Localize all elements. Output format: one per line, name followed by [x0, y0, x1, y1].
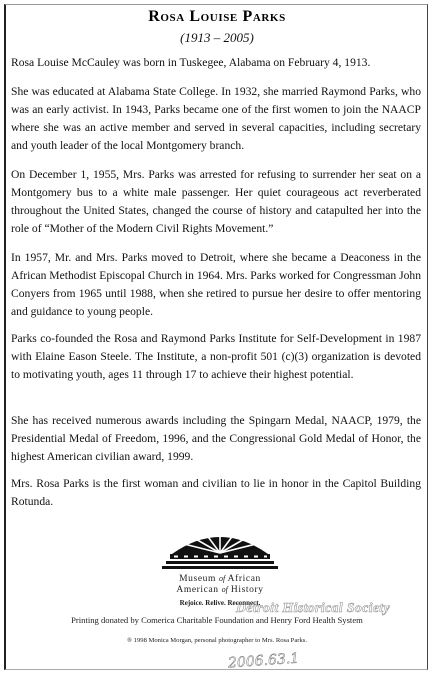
paragraph-birth: Rosa Louise McCauley was born in Tuskegee, Alabama on February 4, 1913.	[11, 56, 371, 69]
paragraph-education: She was educated at Alabama State College. In 1932, she married Raymond Parks, who was an early activist. In 1943, Parks became one of the first women to join the NAACP where she was an active member and served in several capacities, including secretary and youth leader of the local Montgomery branch.	[11, 85, 421, 152]
life-dates: (1913 – 2005)	[180, 30, 254, 45]
paragraph-awards: She has received numerous awards including the Spingarn Medal, NAACP, 1979, the Presidential Medal of Freedom, 1996, and the Congressional Gold Medal of Honor, the highest American civilian award, 1999.	[11, 414, 421, 463]
paragraph-honor: Mrs. Rosa Parks is the first woman and civilian to lie in honor in the Capitol Building Rotunda.	[11, 477, 421, 508]
museum-tagline: Rejoice. Relive. Reconnect.	[179, 599, 261, 607]
paragraph-detroit: In 1957, Mr. and Mrs. Parks moved to Detroit, where she became a Deaconess in the African Methodist Episcopal Church in 1964. Mrs. Parks worked for Congressman John Conyers from 1965 until 1988, when she retired to pursue her desire to offer mentoring and guidance to young people.	[11, 251, 421, 318]
document-title: Rosa Louise Parks	[148, 8, 286, 25]
paragraph-institute: Parks co-founded the Rosa and Raymond Parks Institute for Self-Development in 1987 with Elaine Eason Steele. The Institute, a non-profit 501 (c)(3) organization is devoted to motivating youth, ages 11 through 17 to achieve their highest potential.	[11, 332, 421, 381]
museum-name-line2: American of History	[176, 585, 264, 595]
museum-name-line1: Museum of African	[179, 574, 261, 584]
copyright-note: ® 1998 Monica Morgan, personal photographer to Mrs. Rosa Parks.	[127, 637, 307, 644]
accession-number: 2006.63.1	[227, 650, 300, 672]
paragraph-arrest: On December 1, 1955, Mrs. Parks was arrested for refusing to surrender her seat on a Montgomery bus to a white male passenger. Her quiet courageous act reverberated throughout the United States, changed the course of history and catapulted her into the role of “Mother of the Modern Civil Rights Movement.”	[11, 168, 421, 235]
printing-credit: Printing donated by Comerica Charitable Foundation and Henry Ford Health System	[71, 615, 363, 625]
museum-dome-logo-icon	[160, 524, 280, 574]
detroit-historical-society-watermark: Detroit Historical Society	[236, 601, 391, 616]
